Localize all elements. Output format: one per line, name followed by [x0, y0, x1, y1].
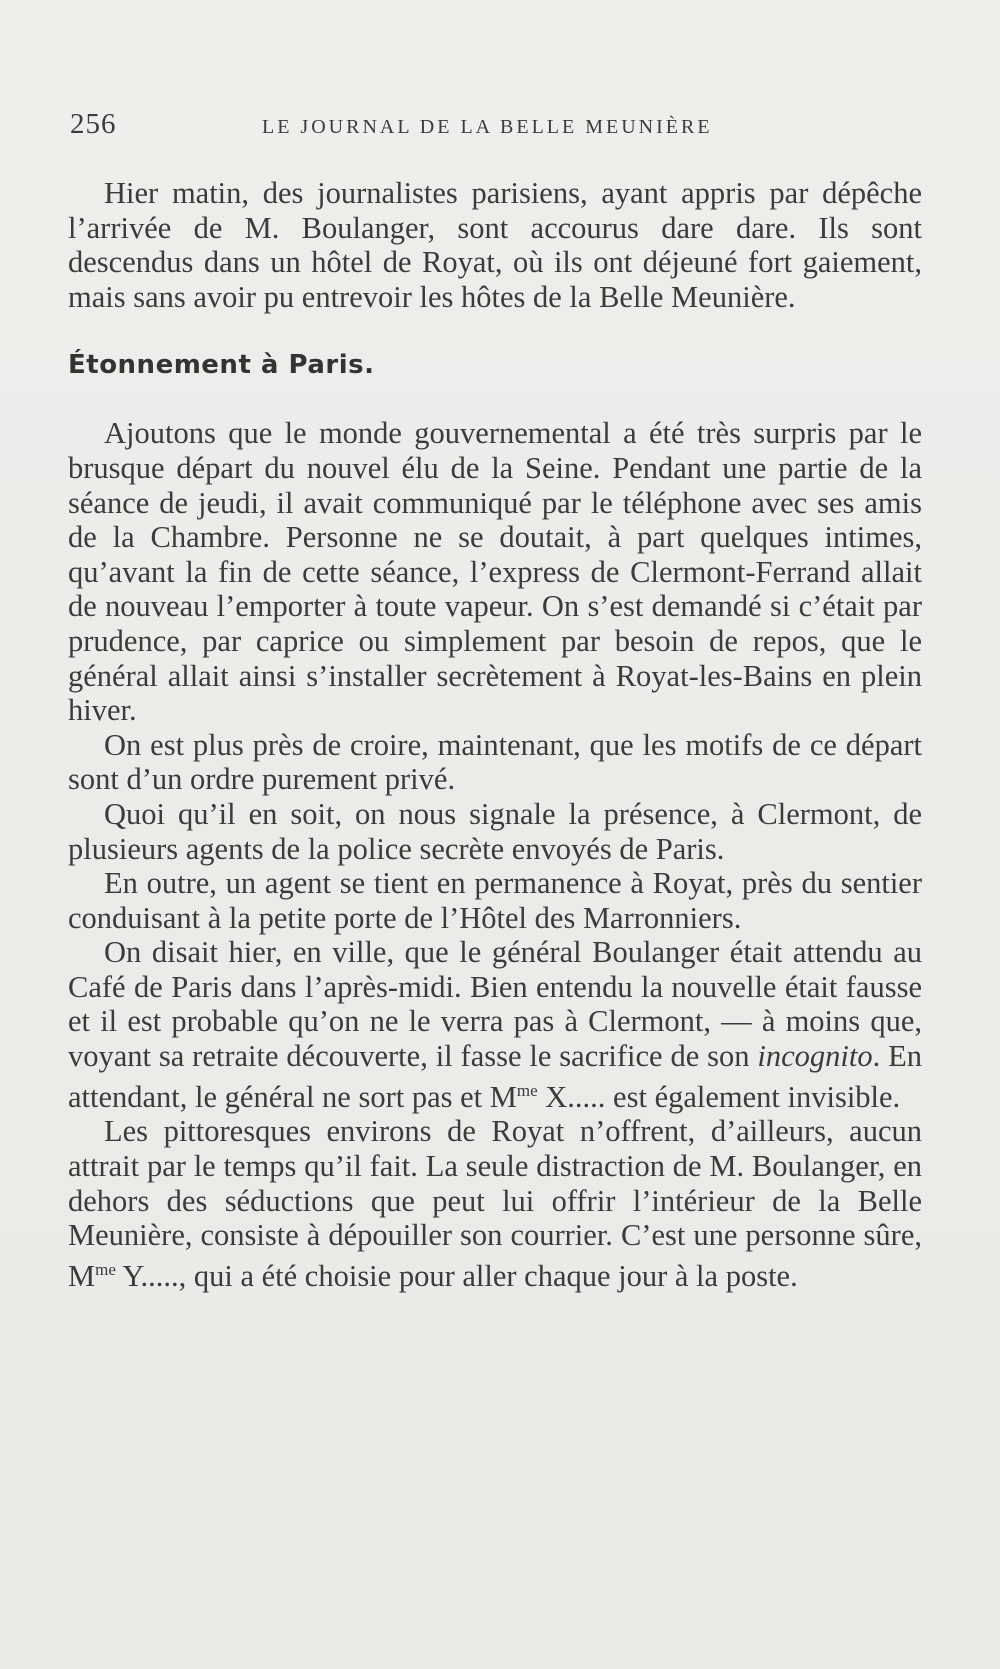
italic-text: incognito: [757, 1039, 873, 1074]
text-run: On disait hier, en ville, que le général Boulanger était attendu au Café de Paris dans l’après-midi. Bien entendu la nouvelle était fausse et il est probable qu’on ne le verra pas à Clermont, — à moins que, voyant sa retraite découverte, il fasse le sacrifice de son: [68, 935, 922, 1074]
text-run: Les pittoresques environs de Royat n’offrent, d’ailleurs, aucun attrait par le temps qu’il fait. La seule distraction de M. Boulanger, en dehors des séductions que peut lui offrir l’intérieur de la Belle Meunière, consiste à dépouiller son courrier. C’est une personne sûre, M: [68, 1114, 922, 1293]
page-number: 256: [70, 108, 117, 140]
paragraph: On est plus près de croire, maintenant, que les motifs de ce départ sont d’un ordre purement privé.: [68, 727, 922, 797]
paragraph: Hier matin, des journalistes parisiens, ayant appris par dépêche l’arrivée de M. Boulanger, sont accourus dare dare. Ils sont descendus dans un hôtel de Royat, où ils ont déjeuné fort gaiement, mais sans avoir pu entrevoir les hôtes de la Belle Meunière.: [68, 176, 922, 314]
text-run: X..... est également invisible.: [537, 1079, 901, 1114]
running-header: [70, 108, 770, 148]
superscript: me: [95, 1259, 116, 1279]
paragraph: Quoi qu’il en soit, on nous signale la présence, à Clermont, de plusieurs agents de la police secrète envoyés de Paris.: [68, 796, 922, 866]
superscript: me: [516, 1080, 538, 1100]
body-text: [68, 176, 922, 1294]
paragraph: En outre, un agent se tient en permanence à Royat, près du sentier conduisant à la petite porte de l’Hôtel des Marronniers.: [68, 866, 922, 935]
text-run: Y....., qui a été choisie pour aller chaque jour à la poste.: [115, 1258, 798, 1293]
running-title: LE JOURNAL DE LA BELLE MEUNIÈRE: [262, 116, 713, 138]
paragraph: [68, 935, 922, 1114]
paragraph: Ajoutons que le monde gouvernemental a été très surpris par le brusque départ du nouvel élu de la Seine. Pendant une partie de la séance de jeudi, il avait communiqué par le téléphone avec ses amis de la Chambre. Personne ne se doutait, à part quelques intimes, qu’avant la fin de cette séance, l’express de Clermont-Ferrand allait de nouveau l’emporter à toute vapeur. On s’est demandé si c’était par prudence, par caprice ou simplement par besoin de repos, que le général allait ainsi s’installer secrètement à Royat-les-Bains en plein hiver.: [68, 416, 922, 728]
paragraph: [68, 1114, 922, 1293]
text-run: . En attendant, le général ne sort pas et M: [68, 1039, 922, 1114]
section-heading: Étonnement à Paris.: [68, 350, 375, 381]
